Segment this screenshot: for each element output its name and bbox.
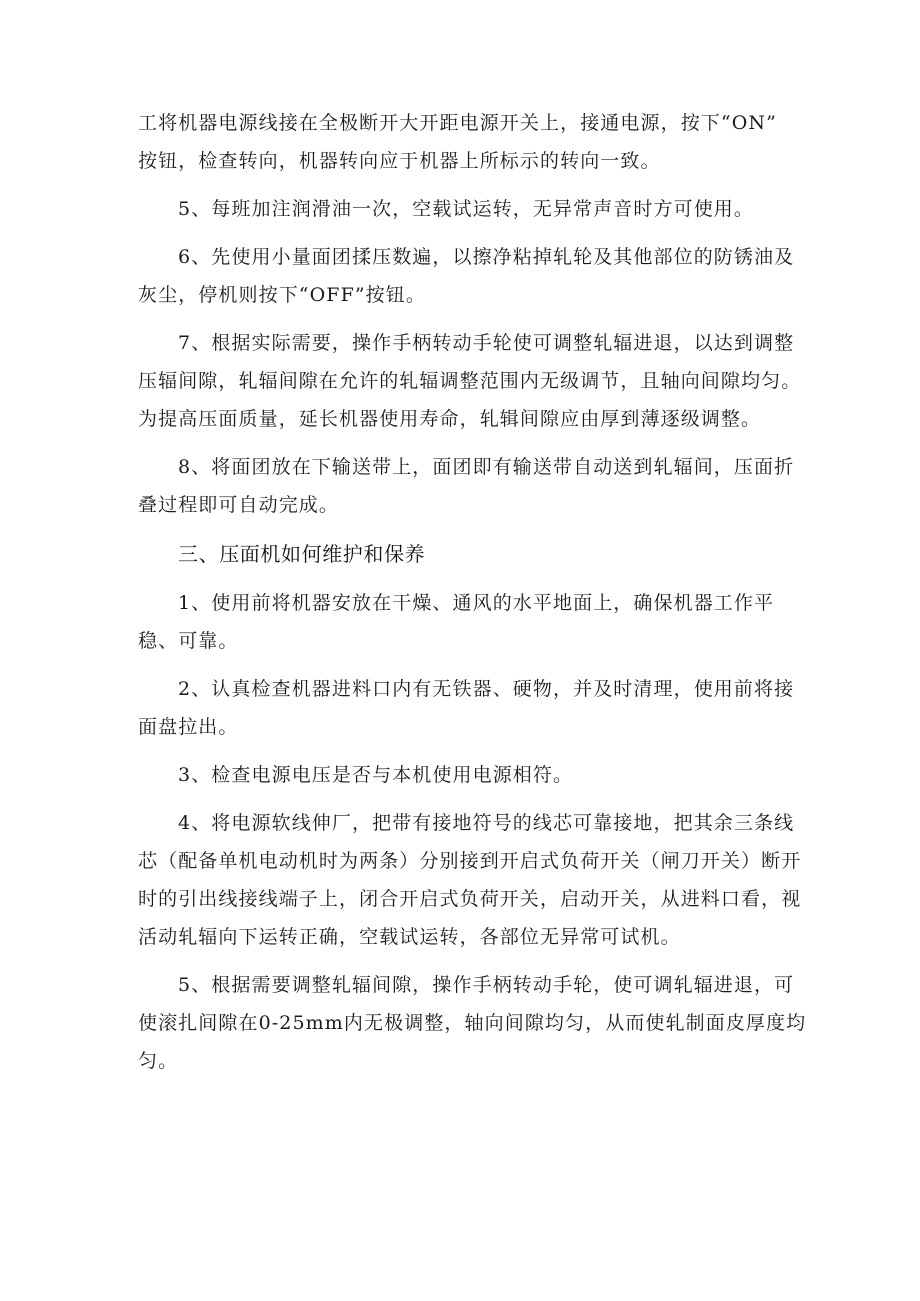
paragraph-step-8-conveyor xyxy=(138,448,798,524)
text-line: 芯（配备单机电动机时为两条）分别接到开启式负荷开关（闸刀开关）断开 xyxy=(138,850,802,872)
text-line: 稳、可靠。 xyxy=(138,630,239,652)
text-line: 压辐间隙，轧辐间隙在允许的轧辐调整范围内无级调节，且轴向间隙均匀。 xyxy=(138,370,802,392)
text-line: 工将机器电源线接在全极断开大开距电源开关上，接通电源，按下“ON” xyxy=(138,112,777,134)
text-line: 5、根据需要调整轧辐间隙，操作手柄转动手轮，使可调轧辐进退，可 xyxy=(178,974,795,996)
text-line: 活动轧辐向下运转正确，空载试运转，各部位无异常可试机。 xyxy=(138,926,681,948)
text-line: 按钮，检查转向，机器转向应于机器上所标示的转向一致。 xyxy=(138,150,661,172)
text-line: 匀。 xyxy=(138,1050,179,1072)
text-line: 为提高压面质量，延长机器使用寿命，轧辑间隙应由厚到薄逐级调整。 xyxy=(138,408,762,430)
text-line: 使滚扎间隙在0-25mm内无极调整，轴向间隙均匀，从而使轧制面皮厚度均 xyxy=(138,1012,807,1034)
paragraph-maint-step-5 xyxy=(138,966,807,1080)
text-line: 面盘拉出。 xyxy=(138,716,239,738)
paragraph-maint-step-2 xyxy=(138,670,798,746)
text-line: 2、认真检查机器进料口内有无铁器、硬物，并及时清理，使用前将接 xyxy=(178,678,795,700)
section-heading-maintenance: 三、压面机如何维护和保养 xyxy=(178,542,426,566)
text-line: 6、先使用小量面团揉压数遍，以擦净粘掉轧轮及其他部位的防锈油及 xyxy=(178,246,795,268)
paragraph-step-6-cleaning xyxy=(138,238,798,314)
paragraph-maint-step-3 xyxy=(138,756,798,794)
paragraph-maint-step-4 xyxy=(138,804,802,956)
text-line: 灰尘，停机则按下“OFF”按钮。 xyxy=(138,284,426,306)
text-line: 7、根据实际需要，操作手柄转动手轮使可调整轧辐进退，以达到调整 xyxy=(178,332,795,354)
text-line: 时的引出线接线端子上，闭合开启式负荷开关，启动开关，从进料口看，视 xyxy=(138,888,802,910)
paragraph-power-connection xyxy=(138,104,798,180)
text-line: 5、每班加注润滑油一次，空载试运转，无异常声音时方可使用。 xyxy=(178,198,754,220)
document-body xyxy=(138,104,807,1080)
paragraph-maint-step-1 xyxy=(138,584,798,660)
paragraph-step-5-lubrication xyxy=(138,190,798,228)
paragraph-step-7-roller-gap xyxy=(138,324,802,438)
text-line: 3、检查电源电压是否与本机使用电源相符。 xyxy=(178,764,574,786)
text-line: 4、将电源软线伸厂，把带有接地符号的线芯可靠接地，把其余三条线 xyxy=(178,812,795,834)
text-line: 8、将面团放在下输送带上，面团即有输送带自动送到轧辐间，压面折 xyxy=(178,456,795,478)
text-line: 1、使用前将机器安放在干燥、通风的水平地面上，确保机器工作平 xyxy=(178,592,775,614)
text-line: 叠过程即可自动完成。 xyxy=(138,494,340,516)
